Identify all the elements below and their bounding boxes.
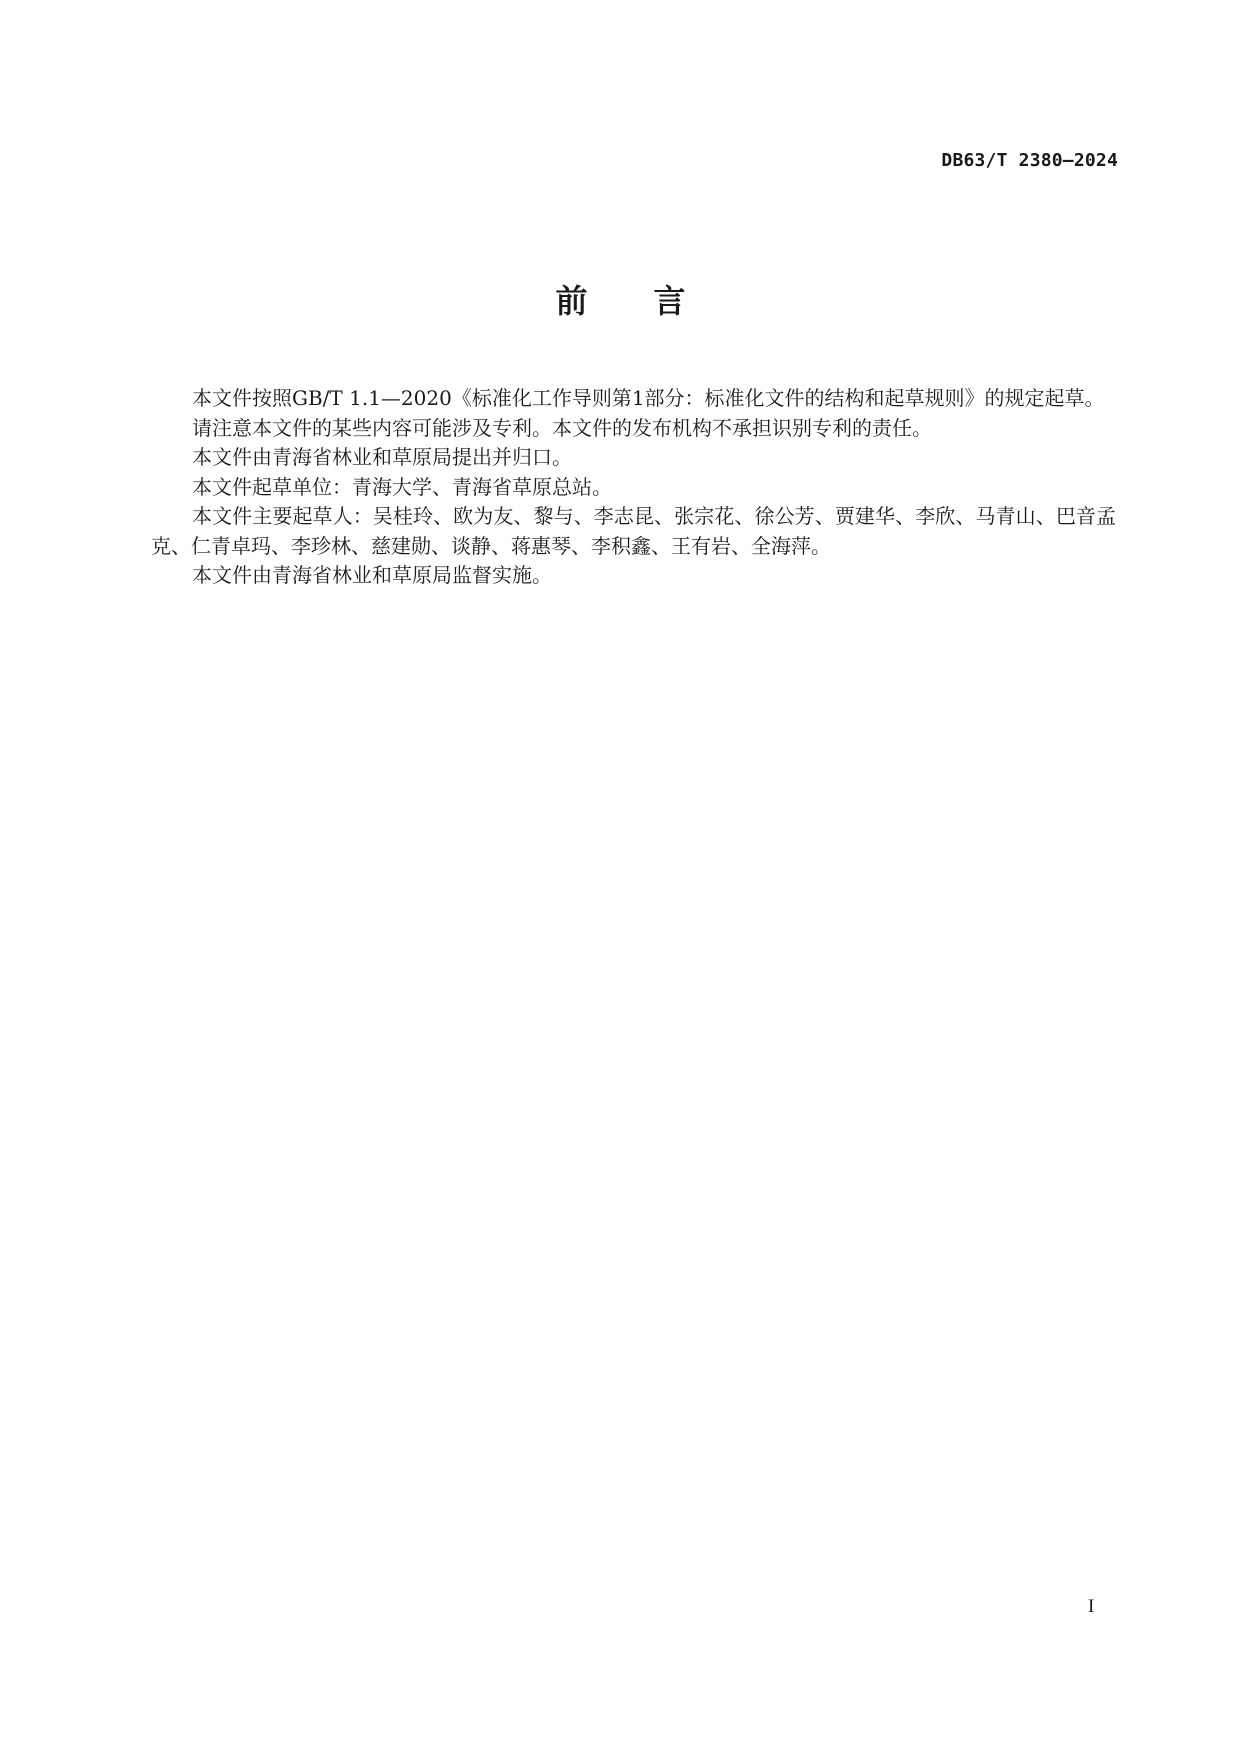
- paragraph-drafters: 本文件主要起草人：吴桂玲、欧为友、黎与、李志昆、张宗花、徐公芳、贾建华、李欣、马青山、巴音孟克、仁青卓玛、李珍林、慈建勋、谈静、蒋惠琴、李积鑫、王有岩、全海萍。: [151, 504, 1116, 558]
- paragraph-drafting-rules: 本文件按照GB/T 1.1—2020《标准化工作导则第1部分：标准化文件的结构和起草规则》的规定起草。: [192, 386, 1105, 410]
- document-code: DB63/T 2380—2024: [941, 150, 1118, 171]
- page-title: 前言: [555, 282, 752, 320]
- paragraph-proposer: 本文件由青海省林业和草原局提出并归口。: [192, 445, 572, 469]
- foreword-body: [151, 384, 1116, 591]
- paragraph-drafting-units: 本文件起草单位：青海大学、青海省草原总站。: [192, 474, 612, 499]
- paragraph-patent-notice: 请注意本文件的某些内容可能涉及专利。本文件的发布机构不承担识别专利的责任。: [192, 415, 932, 440]
- page-number: I: [1088, 1596, 1095, 1617]
- paragraph-supervision: 本文件由青海省林业和草原局监督实施。: [192, 563, 552, 587]
